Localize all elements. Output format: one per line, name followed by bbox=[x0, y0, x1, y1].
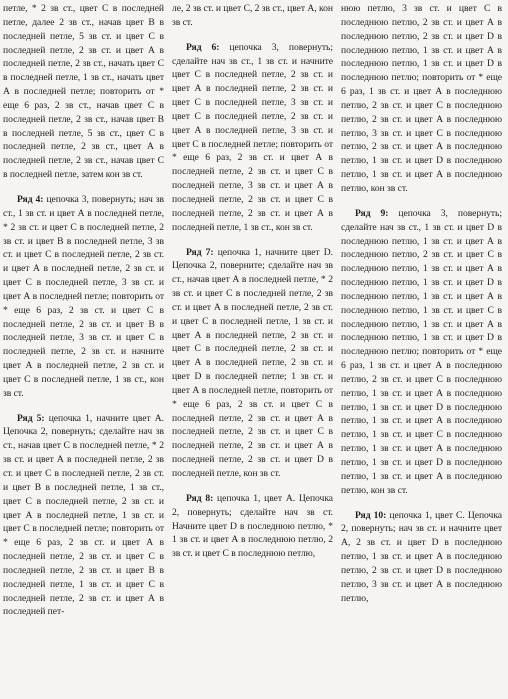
row-label: Ряд 8: bbox=[186, 492, 214, 504]
row-label: Ряд 9: bbox=[355, 207, 389, 219]
paragraph bbox=[172, 2, 333, 30]
paragraph bbox=[172, 246, 333, 481]
row-text: цепочка 1, начните цвет D. Цепочка 2, поверните; сделайте нач зв ст., начав цвет А в последней петле, * 2 зв ст. и цвет С в последней петле, 2 зв ст. и цвет А в последней петле, 2 зв ст. и цвет С в последней петле, 1 зв ст. и цвет А в последней петле, 2 зв ст. и цвет С в последней петле, 2 зв ст. и цвет А в последней петле, 2 зв ст. и цвет D в последней петле; 1 зв ст. и цвет А в последней петле, повторить от * еще 6 раз, 2 зв ст. и цвет С в последней петле, 2 зв ст. и цвет А в последней петле, 2 зв ст. и цвет С в последней петле, 2 зв ст. и цвет А в последней петле, 2 зв ст. и цвет D в последней петле, кон зв ст. bbox=[172, 246, 333, 479]
row-label: Ряд 5: bbox=[17, 412, 45, 424]
row-label: Ряд 6: bbox=[186, 41, 220, 53]
row-text: цепочка 1, начните цвет А. Цепочка 2, повернуть; сделайте нач зв ст., начав цвет С в последней петле, * 2 зв ст. и цвет А в последней петле, 2 зв ст. и цвет С в последней петле, 2 зв ст. и цвет В в последней петле, 1 зв ст., цвет С в последней петле, 2 зв ст. и цвет А в последней петле, 1 зв ст. и цвет С в последней петле; повторить от * еще 6 раз, 2 зв ст. и цвет А в последней петле, 2 зв ст. и цвет С в последней петле, 2 зв ст. и цвет В в последней петле, 1 зв ст. и цвет С в последней петле, 2 зв ст. и цвет А в последней пет- bbox=[3, 412, 164, 618]
row-text: цепочка 1, цвет С. Цепочка 2, повернуть; нач зв ст. и начните цвет А, 2 зв ст. и цвет D в последнюю петлю, 1 зв ст. и цвет А в последнюю петлю, 2 зв ст. и цвет D в последнюю петлю, 3 зв ст. и цвет А в последнюю петлю, bbox=[341, 509, 502, 604]
row-text: цепочка 3, повернуть; сделайте нач зв ст., 1 зв ст. и начните цвет С в последней петле, 2 зв ст. и цвет А в последней петле, 2 зв ст. и цвет С в последней петле, 3 зв ст. и цвет С в последней петле, 2 зв ст. и цвет А в последней петле, 3 зв ст. и цвет С в последней петле; повторить от * еще 6 раз, 2 зв ст. и цвет А в последней петле, 2 зв ст. и цвет С в последней петле, 3 зв ст. и цвет А в последней петле, 2 зв ст. и цвет С в последней петле, 2 зв ст. и цвет А в последней петле, 1 зв ст., кон зв ст. bbox=[172, 41, 333, 233]
row-text: цепочка 3, повернуть; нач зв ст., 1 зв ст. и цвет А в последней петле, * 2 зв ст. и цвет С в последней петле, 2 зв ст. и цвет В в последней петле, 3 зв ст. и цвет С в последней петле, 2 зв ст. и цвет А в последней петле, 2 зв ст. и цвет С в последней петле, 3 зв ст. и цвет А в последней петле; повторить от * еще 6 раз, 2 зв ст. и цвет С в последней петле, 2 зв ст. и цвет В в последней петле, 3 зв ст. и цвет С в последней петле, 2 зв ст. и начните цвет А в последней петле, 2 зв ст. и цвет С в последней петле, 1 зв ст., кон зв ст. bbox=[3, 193, 164, 399]
text-column-3 bbox=[341, 2, 502, 699]
paragraph bbox=[3, 2, 164, 182]
row-text: цепочка 1, цвет А. Цепочка 2, повернуть; сделайте нач зв ст. Начните цвет D в последнюю петлю, * 1 зв ст. и цвет А в последнюю петлю, 2 зв ст. и цвет С в последнюю петлю, bbox=[172, 492, 333, 560]
row-label: Ряд 10: bbox=[355, 509, 387, 521]
row-label: Ряд 4: bbox=[17, 193, 44, 205]
paragraph bbox=[172, 492, 333, 561]
paragraph bbox=[3, 412, 164, 620]
paragraph bbox=[341, 2, 502, 196]
text-column-2 bbox=[172, 2, 333, 699]
text-column-1 bbox=[3, 2, 164, 699]
paragraph bbox=[341, 509, 502, 606]
row-text: ле, 2 зв ст. и цвет С, 2 зв ст., цвет А, кон зв ст. bbox=[172, 3, 333, 28]
row-text: нюю петлю, 3 зв ст. и цвет С в последнюю петлю, 2 зв ст. и цвет А в последнюю петлю, 2 зв ст. и цвет D в последнюю петлю, 1 зв ст. и цвет А в последнюю петлю, 1 зв ст. и цвет D в последнюю петлю; повторить от * еще 6 раз, 1 зв ст. и цвет А в последнюю петлю, 2 зв ст. и цвет С в последнюю петлю, 2 зв ст. и цвет А в последнюю петлю, 3 зв ст. и цвет С в последнюю петлю, 2 зв ст. и цвет А в последнюю петлю, 1 зв ст. и цвет D в последнюю петлю, 1 зв ст. и цвет А в последнюю петлю, кон зв ст. bbox=[341, 3, 502, 194]
row-text: цепочка 3, повернуть; сделайте нач зв ст., 1 зв ст. и цвет D в последнюю петлю, 1 зв ст. и цвет А в последнюю петлю, 2 зв ст. и цвет С в последнюю петлю, 1 зв ст. и цвет А в последнюю петлю, 1 зв ст. и цвет D в последнюю петлю, 1 зв ст. и цвет А в последнюю петлю, 1 зв ст. и цвет С в последнюю петлю, 1 зв ст. и цвет А в последнюю петлю, 1 зв ст. и цвет D в последнюю петлю; повторить от * еще 6 раз, 1 зв ст. и цвет А в последнюю петлю, 2 зв ст. и цвет С в последнюю петлю, 1 зв ст. и цвет А в последнюю петлю, 1 зв ст. и цвет D в последнюю петлю, 1 зв ст. и цвет А в последнюю петлю, 1 зв ст. и цвет С в последнюю петлю, 1 зв ст. и цвет А в последнюю петлю, 1 зв ст. и цвет D в последнюю петлю, 1 зв ст. и цвет А в последнюю петлю, кон зв ст. bbox=[341, 207, 502, 496]
row-text: петле, * 2 зв ст., цвет С в последней петле, далее 2 зв ст., начав цвет В в последней петле, 5 зв ст. и цвет С в последней петле, 2 зв ст. и цвет А в последней петле, 2 зв ст., начать цвет С в последней петле, 1 зв ст., начать цвет А в последней петле; повторить от * еще 6 раз, 2 зв ст., начав цвет С в последней петле, 2 зв ст., начав цвет В в последней петле, 5 зв ст., цвет С в последней петле, 2 зв ст., цвет А в последней петле, 2 зв ст., начав цвет С в последней петле, затем кон зв ст. bbox=[3, 3, 164, 181]
paragraph bbox=[3, 193, 164, 401]
paragraph bbox=[341, 207, 502, 498]
paragraph bbox=[172, 41, 333, 235]
row-label: Ряд 7: bbox=[186, 246, 214, 258]
